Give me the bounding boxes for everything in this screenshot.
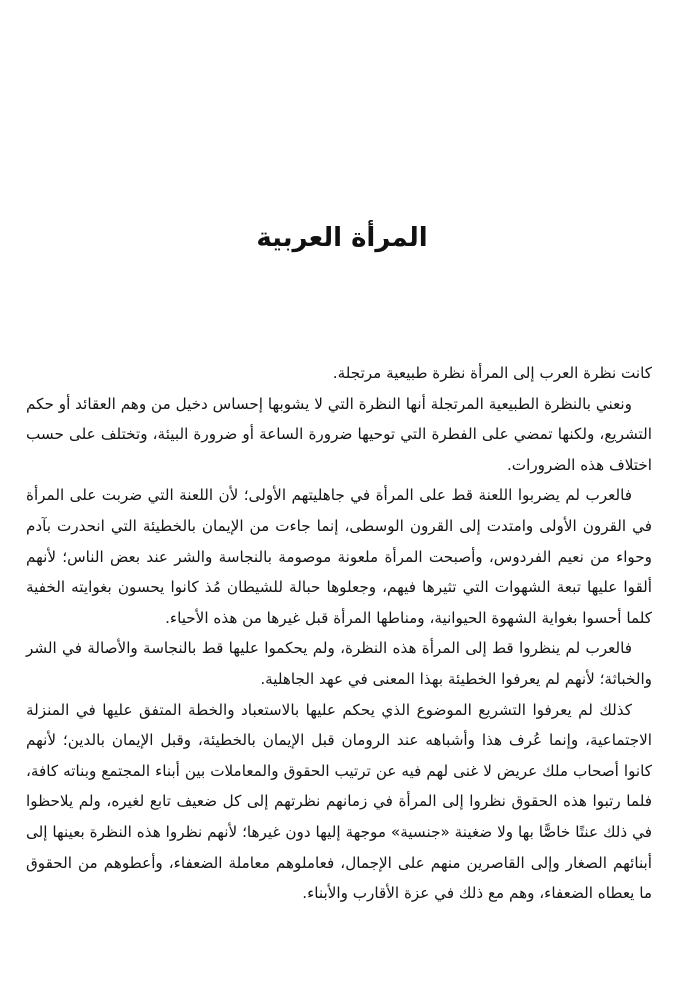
paragraph-3: فالعرب لم يضربوا اللعنة قط على المرأة في جاهليتهم الأولى؛ لأن اللعنة التي ضربت على المرأة في القرون الأولى وامتدت إلى القرون الوسطى، إنما جاءت من الإيمان بالخطيئة التي انحدرت بآدم وحواء من نعيم الفردوس، وأصبحت المرأة ملعونة موصومة بالنجاسة والشر عند بعض الناس؛ لأنهم ألقوا عليها تبعة الشهوات التي تثيرها فيهم، وجعلوها حبالة للشيطان مُذ كانوا يحسون بغوايته الخفية كلما أحسوا بغواية الشهوة الحيوانية، ومناطها المرأة قبل غيرها من هذه الأحياء. <box>26 486 652 627</box>
paragraph-4: فالعرب لم ينظروا قط إلى المرأة هذه النظرة، ولم يحكموا عليها قط بالنجاسة والأصالة في الشر والخباثة؛ لأنهم لم يعرفوا الخطيئة بهذا المعنى في عهد الجاهلية. <box>26 639 652 688</box>
chapter-body <box>26 358 652 909</box>
chapter-title: المرأة العربية <box>256 223 428 253</box>
paragraph-2: ونعني بالنظرة الطبيعية المرتجلة أنها النظرة التي لا يشوبها إحساس دخيل من وهم العقائد أو حكم التشريع، ولكنها تمضي على الفطرة التي توحيها ضرورة الساعة أو ضرورة البيئة، وتختلف على حسب اختلاف هذه الضرورات. <box>26 394 652 474</box>
paragraph-1: كانت نظرة العرب إلى المرأة نظرة طبيعية مرتجلة. <box>332 364 652 382</box>
paragraph-5: كذلك لم يعرفوا التشريع الموضوع الذي يحكم عليها بالاستعباد والخطة المتفق عليها في المنزلة الاجتماعية، وإنما عُرف هذا وأشباهه عند الرومان قبل الإيمان بالخطيئة، وقبل الإيمان بالدين؛ لأنهم كانوا أصحاب ملك عريض لا غنى لهم فيه عن ترتيب الحقوق والمعاملات بين أبناء المجتمع وبناته كافة، فلما رتبوا هذه الحقوق نظروا إلى المرأة في زمانهم نظرتهم إلى كل ضعيف تابع لغيره، ولم يلاحظوا في ذلك عنتًا خاصًّا بها ولا ضغينة «جنسية» موجهة إليها دون غيرها؛ لأنهم نظروا هذه النظرة بعينها إلى أبنائهم الصغار وإلى القاصرين منهم على الإجمال، فعاملوهم معاملة الضعفاء، وأعطوهم من الحقوق ما يعطاه الضعفاء، وهم مع ذلك في عزة الأقارب والأبناء. <box>26 700 652 903</box>
